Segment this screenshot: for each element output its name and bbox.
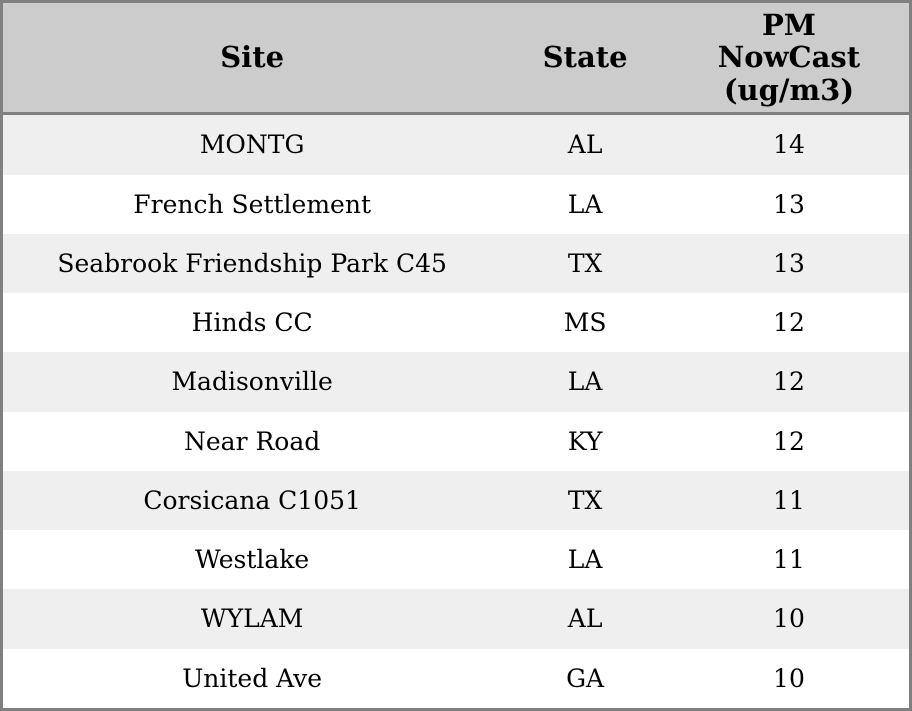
cell-state: TX [501, 471, 669, 530]
cell-state: AL [501, 114, 669, 175]
table-row [3, 589, 909, 648]
cell-value: 13 [669, 234, 909, 293]
column-header-pm-nowcast [669, 3, 909, 114]
cell-state: LA [501, 352, 669, 411]
cell-value: 10 [669, 589, 909, 648]
table-row [3, 471, 909, 530]
cell-value: 14 [669, 114, 909, 175]
table-row [3, 530, 909, 589]
cell-value: 10 [669, 649, 909, 708]
table-row [3, 234, 909, 293]
column-header-pm-nowcast-line-1: PM [761, 8, 816, 42]
cell-site: Madisonville [3, 352, 501, 411]
column-header-state-line-1: State [542, 40, 628, 75]
cell-site: MONTG [3, 114, 501, 175]
column-header-pm-nowcast-line-2: NowCast [717, 40, 861, 75]
cell-site: French Settlement [3, 175, 501, 234]
table-row [3, 293, 909, 352]
cell-site: Westlake [3, 530, 501, 589]
air-quality-table [3, 3, 909, 708]
table-header-row [3, 3, 909, 114]
cell-site: Near Road [3, 412, 501, 471]
cell-state: KY [501, 412, 669, 471]
cell-site: Hinds CC [3, 293, 501, 352]
cell-state: GA [501, 649, 669, 708]
cell-state: TX [501, 234, 669, 293]
table-body [3, 114, 909, 708]
cell-site: WYLAM [3, 589, 501, 648]
cell-state: LA [501, 175, 669, 234]
cell-state: LA [501, 530, 669, 589]
table-row [3, 412, 909, 471]
column-header-state [501, 3, 669, 114]
cell-site: Seabrook Friendship Park C45 [3, 234, 501, 293]
table-row [3, 114, 909, 175]
cell-value: 12 [669, 352, 909, 411]
table-row [3, 352, 909, 411]
cell-value: 11 [669, 471, 909, 530]
cell-state: MS [501, 293, 669, 352]
table-row [3, 175, 909, 234]
cell-value: 12 [669, 293, 909, 352]
column-header-pm-nowcast-line-3: (ug/m3) [723, 72, 855, 107]
column-header-site [3, 3, 501, 114]
column-header-site-line-1: Site [220, 40, 285, 75]
cell-value: 12 [669, 412, 909, 471]
cell-state: AL [501, 589, 669, 648]
cell-site: Corsicana C1051 [3, 471, 501, 530]
table-row [3, 649, 909, 708]
cell-value: 13 [669, 175, 909, 234]
table-header [3, 3, 909, 114]
cell-site: United Ave [3, 649, 501, 708]
cell-value: 11 [669, 530, 909, 589]
